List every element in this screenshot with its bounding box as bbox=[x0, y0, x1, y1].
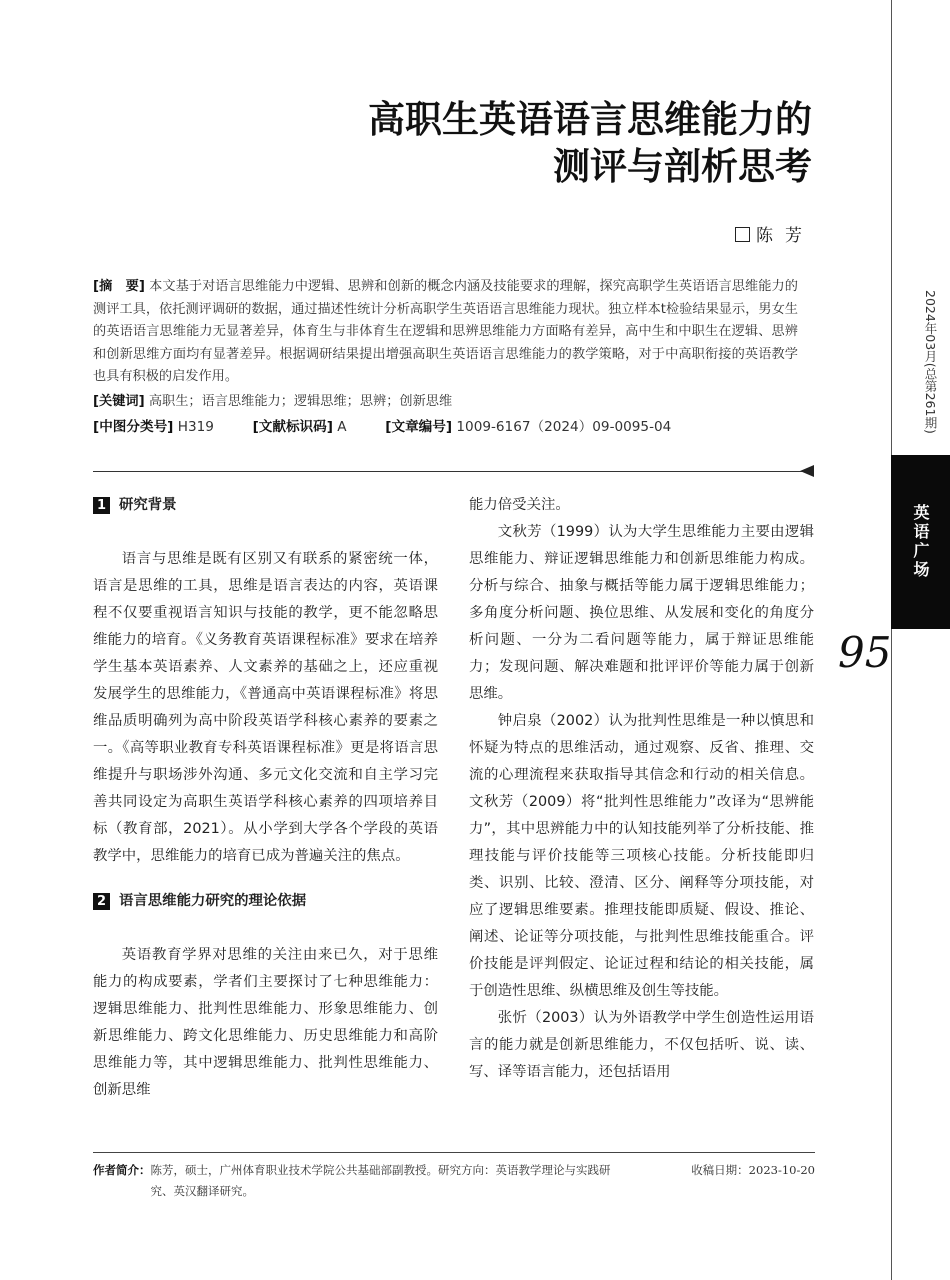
section-2-paragraph-1-start: 英语教育学界对思维的关注由来已久，对于思维能力的构成要素，学者们主要探讨了七种思维能力：逻辑思维能力、批判性思维能力、形象思维能力、创新思维能力、跨文化思维能力、历史思维能力和高阶思维能力等，其中逻辑思维能力、批判性思维能力、创新思维 bbox=[93, 947, 438, 1098]
clc-label: [中图分类号] bbox=[93, 419, 174, 435]
section-2-paragraph-4: 张忻（2003）认为外语教学中学生创造性运用语言的能力就是创新思维能力，不仅包括听、说、读、写、译等语言能力，还包括语用 bbox=[469, 1010, 814, 1080]
right-column bbox=[469, 492, 814, 1086]
section-2-paragraph-1-end: 能力倍受关注。 bbox=[469, 497, 570, 513]
page-number: 95 bbox=[838, 628, 892, 677]
title-line-2: 测评与剖析思考 bbox=[553, 144, 812, 188]
divider-arrow-icon bbox=[800, 465, 814, 477]
author-note bbox=[93, 1160, 815, 1202]
keywords-label: [关键词] bbox=[93, 393, 145, 409]
section-2-paragraph-2: 文秋芳（1999）认为大学生思维能力主要由逻辑思维能力、辩证逻辑思维能力和创新思维能力构成。分析与综合、抽象与概括等能力属于逻辑思维能力；多角度分析问题、换位思维、从发展和变化的角度分析问题、一分为二看问题等能力，属于辩证思维能力；发现问题、解决难题和批评评价等能力属于创新思维。 bbox=[469, 524, 814, 702]
author-note-label: 作者简介： bbox=[93, 1163, 151, 1177]
abstract-text: 本文基于对语言思维能力中逻辑、思辨和创新的概念内涵及技能要求的理解，探究高职学生英语语言思维能力的测评工具，依托测评调研的数据，通过描述性统计分析高职学生英语语言思维能力现状。独立样本t检验结果显示，男女生的英语语言思维能力无显著差异，体育生与非体育生在逻辑和思辨思维能力方面略有差异，高中生和中职生在逻辑、思辨和创新思维方面均有显著差异。根据调研结果提出增强高职生英语语言思维能力的教学策略，对于中高职衔接的英语教学也具有积极的启发作用。 bbox=[93, 279, 798, 384]
author-byline bbox=[735, 221, 814, 246]
abstract-block bbox=[93, 276, 798, 439]
article-number-label: [文章编号] bbox=[385, 419, 453, 435]
issue-date: 2024年03月(总第261期) bbox=[923, 290, 938, 434]
column-tab bbox=[891, 455, 950, 629]
keywords-text: 高职生；语言思维能力；逻辑思维；思辨；创新思维 bbox=[148, 393, 453, 409]
section-2-number: 2 bbox=[93, 893, 110, 910]
footnote-rule bbox=[93, 1152, 815, 1153]
clc-value: H319 bbox=[177, 419, 214, 435]
section-1-number: 1 bbox=[93, 497, 110, 514]
section-2-paragraph-3: 钟启泉（2002）认为批判性思维是一种以慎思和怀疑为特点的思维活动，通过观察、反省、推理、交流的心理流程来获取指导其信念和行动的相关信息。文秋芳（2009）将“批判性思维能力”改译为“思辨能力”，其中思辨能力中的认知技能列举了分析技能、推理技能与评价技能等三项核心技能。分析技能即归类、识别、比较、澄清、区分、阐释等分项技能，对应了逻辑思维要素。推理技能即质疑、假设、推论、阐述、论证等分项技能，与批判性思维技能重合。评价技能是评判假定、论证过程和结论的相关技能，属于创造性思维、纵横思维及创生等技能。 bbox=[469, 713, 814, 999]
keywords bbox=[93, 391, 798, 414]
article-number-value: 1009-6167（2024）09-0095-04 bbox=[456, 419, 672, 435]
title-line-1: 高职生英语语言思维能力的 bbox=[368, 97, 812, 141]
received-date: 收稿日期：2023-10-20 bbox=[691, 1163, 815, 1177]
section-2-heading bbox=[93, 888, 438, 915]
author-bio: 陈芳，硕士，广州体育职业技术学院公共基础部副教授。研究方向：英语教学理论与实践研究、英汉翻译研究。 bbox=[150, 1163, 611, 1198]
classification-line bbox=[93, 416, 798, 439]
section-1-title: 研究背景 bbox=[119, 497, 177, 513]
abstract bbox=[93, 276, 798, 389]
left-column bbox=[93, 492, 438, 1104]
article-title bbox=[368, 96, 812, 190]
section-1-heading bbox=[93, 492, 438, 519]
author-box-icon bbox=[735, 227, 750, 242]
column-name: 英语广场 bbox=[911, 504, 930, 580]
section-2-title: 语言思维能力研究的理论依据 bbox=[119, 893, 307, 909]
author-name: 陈芳 bbox=[756, 226, 814, 246]
section-1-paragraph: 语言与思维是既有区别又有联系的紧密统一体，语言是思维的工具，思维是语言表达的内容，英语课程不仅要重视语言知识与技能的教学，更不能忽略思维能力的培育。《义务教育英语课程标准》要求在培养学生基本英语素养、人文素养的基础之上，还应重视发展学生的思维能力，《普通高中英语课程标准》将思维品质明确列为高中阶段英语学科核心素养的要素之一。《高等职业教育专科英语课程标准》更是将语言思维提升与职场涉外沟通、多元文化交流和自主学习完善共同设定为高职生英语学科核心素养的四项培养目标（教育部，2021）。从小学到大学各个学段的英语教学中，思维能力的培育已成为普遍关注的焦点。 bbox=[93, 551, 438, 864]
doc-code-value: A bbox=[337, 419, 347, 435]
header-divider bbox=[93, 471, 808, 472]
abstract-label: [摘 要] bbox=[93, 279, 145, 294]
doc-code-label: [文献标识码] bbox=[252, 419, 333, 435]
